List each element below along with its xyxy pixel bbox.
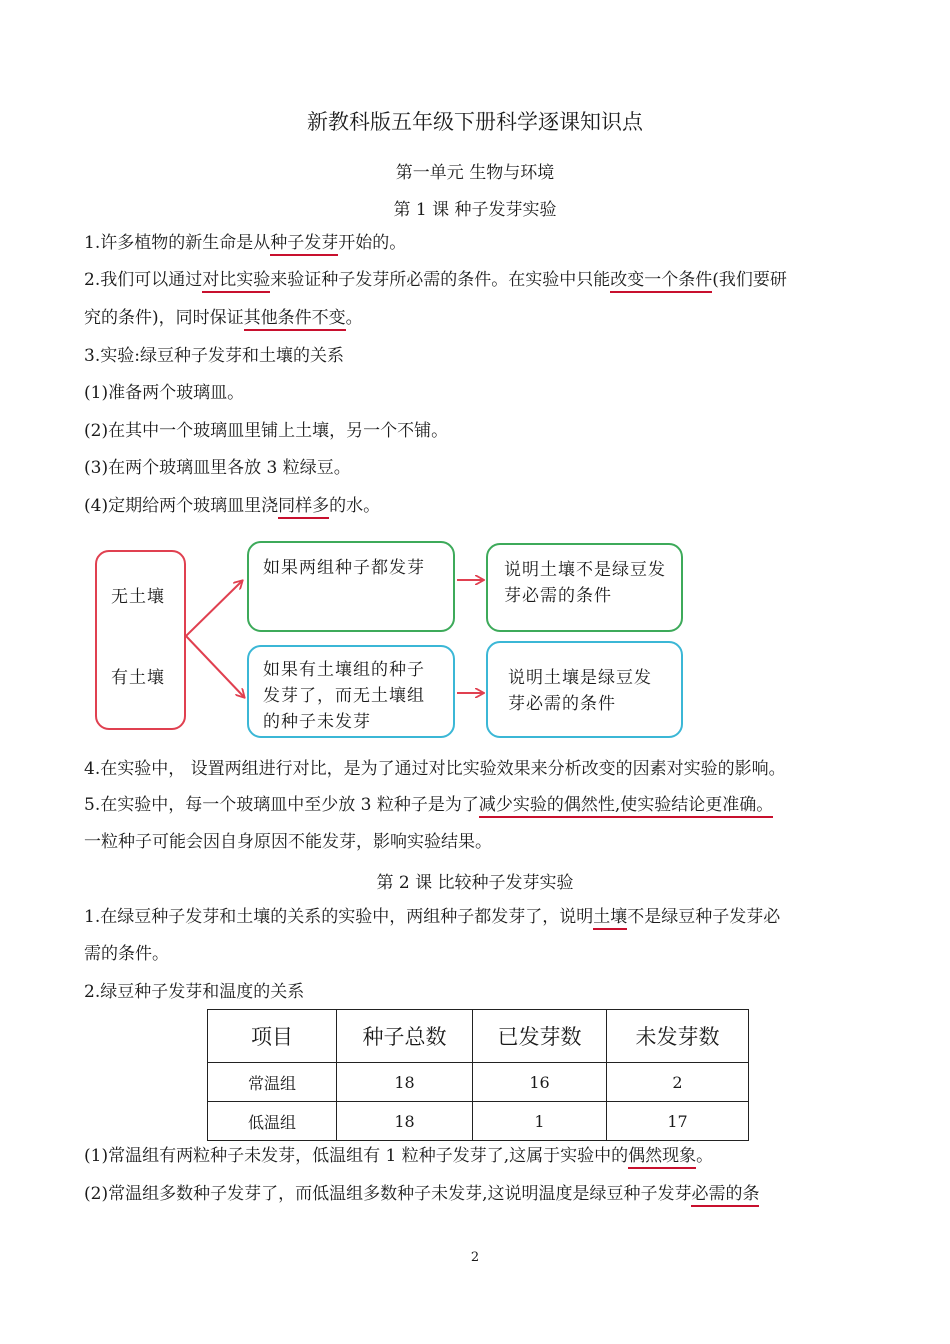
unit-title: 第一单元 生物与环境 bbox=[395, 163, 555, 183]
l2-step2: (2)常温组多数种子发芽了，而低温组多数种子未发芽,这说明温度是绿豆种子发芽必需的条 bbox=[84, 1182, 759, 1206]
table-cell: 17 bbox=[607, 1102, 749, 1141]
germination-temperature-table bbox=[207, 1009, 749, 1141]
l2-step1: (1)常温组有两粒种子未发芽，低温组有 1 粒种子发芽了,这属于实验中的偶然现象。 bbox=[84, 1144, 713, 1168]
table-header: 种子总数 bbox=[337, 1010, 473, 1063]
table-cell: 低温组 bbox=[208, 1102, 337, 1141]
table-header: 项目 bbox=[208, 1010, 337, 1063]
underline-same-amount: 同样多 bbox=[278, 496, 329, 519]
l1-step3: (3)在两个玻璃皿里各放 3 粒绿豆。 bbox=[84, 458, 351, 478]
l1-step4: (4)定期给两个玻璃皿里浇同样多的水。 bbox=[84, 494, 380, 518]
underline-necessary-condition: 必需的条 bbox=[691, 1184, 759, 1207]
table-cell: 1 bbox=[473, 1102, 607, 1141]
l1-point2: 2.我们可以通过对比实验来验证种子发芽所必需的条件。在实验中只能改变一个条件(我们要研 bbox=[84, 268, 787, 292]
document-title: 新教科版五年级下册科学逐课知识点 bbox=[307, 110, 643, 134]
table-header: 已发芽数 bbox=[473, 1010, 607, 1063]
table-cell: 18 bbox=[337, 1063, 473, 1102]
table-header: 未发芽数 bbox=[607, 1010, 749, 1063]
page-number: 2 bbox=[470, 1250, 480, 1265]
table-cell: 常温组 bbox=[208, 1063, 337, 1102]
lesson2-title: 第 2 课 比较种子发芽实验 bbox=[376, 873, 574, 893]
lesson1-title: 第 1 课 种子发芽实验 bbox=[393, 200, 557, 220]
conclusion-not-needed-box: 说明土壤不是绿豆发芽必需的条件 bbox=[486, 543, 683, 632]
table-header-row bbox=[208, 1010, 749, 1063]
arrow-to-top bbox=[186, 581, 242, 636]
arrow-to-bottom bbox=[186, 636, 244, 697]
underline-contrast-experiment: 对比实验 bbox=[202, 270, 270, 293]
table-row bbox=[208, 1102, 749, 1141]
conclusion-needed-box: 说明土壤是绿豆发芽必需的条件 bbox=[486, 641, 683, 738]
l1-point5: 5.在实验中，每一个玻璃皿中至少放 3 粒种子是为了减少实验的偶然性,使实验结论更准确。 bbox=[84, 793, 773, 817]
table-cell: 2 bbox=[607, 1063, 749, 1102]
l1-step2: (2)在其中一个玻璃皿里铺上土壤，另一个不铺。 bbox=[84, 421, 449, 441]
underline-other-conditions: 其他条件不变 bbox=[244, 308, 346, 331]
l2-point2: 2.绿豆种子发芽和温度的关系 bbox=[84, 982, 305, 1002]
label-no-soil: 无土壤 bbox=[111, 587, 165, 607]
table-cell: 16 bbox=[473, 1063, 607, 1102]
label-with-soil: 有土壤 bbox=[111, 668, 165, 688]
l1-step1: (1)准备两个玻璃皿。 bbox=[84, 383, 245, 403]
l1-point3: 3.实验:绿豆种子发芽和土壤的关系 bbox=[84, 346, 344, 366]
l1-point4: 4.在实验中， 设置两组进行对比，是为了通过对比实验效果来分析改变的因素对实验的影响。 bbox=[84, 759, 786, 779]
underline-soil: 土壤 bbox=[593, 907, 627, 930]
l1-point5-cont: 一粒种子可能会因自身原因不能发芽，影响实验结果。 bbox=[84, 832, 492, 852]
l2-point1: 1.在绿豆种子发芽和土壤的关系的实验中，两组种子都发芽了，说明土壤不是绿豆种子发芽必 bbox=[84, 905, 780, 929]
underline-seed-germination: 种子发芽 bbox=[270, 233, 338, 256]
l1-point2-cont: 究的条件)，同时保证其他条件不变。 bbox=[84, 306, 363, 330]
if-soil-group-germinates-box: 如果有土壤组的种子发芽了，而无土壤组的种子未发芽 bbox=[247, 645, 455, 738]
underline-reduce-chance: 减少实验的偶然性,使实验结论更准确。 bbox=[479, 795, 773, 818]
if-both-germinate-box: 如果两组种子都发芽 bbox=[247, 541, 455, 632]
table-row bbox=[208, 1063, 749, 1102]
l1-point1: 1.许多植物的新生命是从种子发芽开始的。 bbox=[84, 231, 406, 255]
underline-chance-phenomenon: 偶然现象 bbox=[628, 1146, 696, 1169]
underline-change-one-condition: 改变一个条件 bbox=[610, 270, 712, 293]
table-cell: 18 bbox=[337, 1102, 473, 1141]
l2-point1-cont: 需的条件。 bbox=[84, 944, 169, 964]
